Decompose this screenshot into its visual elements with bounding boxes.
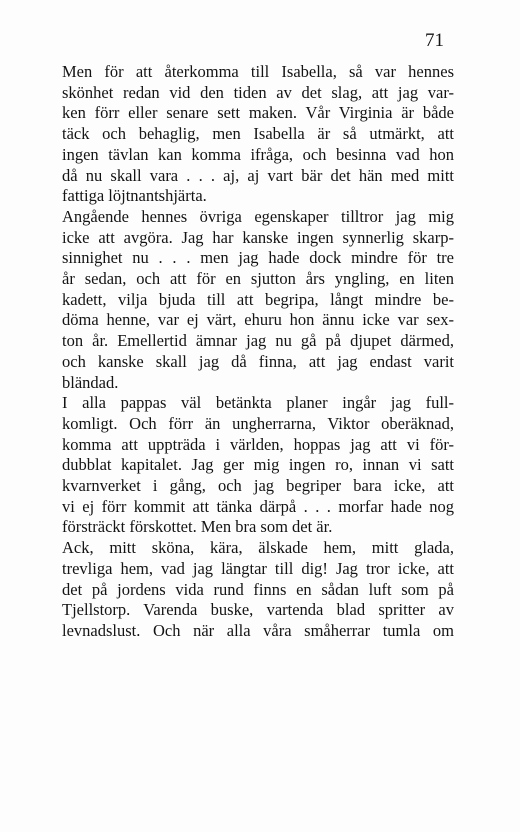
text-line: då nu skall vara . . . aj, aj vart bär det hän med mitt bbox=[62, 165, 454, 185]
text-line: bländad. bbox=[62, 372, 119, 392]
text-line: trevliga hem, vad jag längtar till dig! Jag tror icke, att bbox=[62, 558, 454, 578]
text-line: försträckt förskottet. Men bra som det är. bbox=[62, 517, 333, 537]
text-line: fattiga löjtnantshjärta. bbox=[62, 186, 207, 206]
page-number: 71 bbox=[425, 30, 444, 51]
body-text bbox=[62, 62, 454, 642]
text-line: vi ej förr kommit att tänka därpå . . . morfar hade nog bbox=[62, 496, 454, 516]
text-line: Angående hennes övriga egenskaper tilltror jag mig bbox=[62, 206, 454, 226]
text-line: sinnighet nu . . . men jag hade dock mindre för tre bbox=[62, 248, 454, 268]
text-line: Tjellstorp. Varenda buske, vartenda blad spritter av bbox=[62, 600, 454, 620]
text-line: döma henne, var ej värt, ehuru hon ännu icke var sex- bbox=[62, 310, 454, 330]
text-line: ton år. Emellertid ämnar jag nu gå på djupet därmed, bbox=[62, 331, 454, 351]
text-line: I alla pappas väl betänkta planer ingår jag full- bbox=[62, 393, 454, 413]
text-line: kadett, vilja bjuda till att begripa, långt mindre be- bbox=[62, 289, 454, 309]
text-line: Men för att återkomma till Isabella, så var hennes bbox=[62, 62, 454, 81]
text-line: skönhet redan vid den tiden av det slag, att jag var- bbox=[62, 82, 454, 102]
text-line: år sedan, och att för en sjutton års yngling, en liten bbox=[62, 269, 454, 289]
text-line: och kanske skall jag då finna, att jag endast varit bbox=[62, 351, 454, 371]
text-line: ken förr eller senare sett maken. Vår Virginia är både bbox=[62, 103, 454, 123]
text-line: icke att avgöra. Jag har kanske ingen synnerlig skarp- bbox=[62, 227, 454, 247]
text-line: dubblat kapitalet. Jag ger mig ingen ro, innan vi satt bbox=[62, 455, 454, 475]
text-line: komligt. Och förr än ungherrarna, Viktor oberäknad, bbox=[62, 413, 454, 433]
text-line: ingen tävlan kan komma ifråga, och besinna vad hon bbox=[62, 144, 454, 164]
text-line: det på jordens vida rund finns en sådan luft som på bbox=[62, 579, 454, 599]
text-line: kvarnverket i gång, och jag begriper bara icke, att bbox=[62, 476, 454, 496]
text-line: levnadslust. Och när alla våra småherrar tumla om bbox=[62, 620, 454, 640]
text-line: komma att uppträda i världen, hoppas jag att vi för- bbox=[62, 434, 454, 454]
text-line: Ack, mitt sköna, kära, älskade hem, mitt glada, bbox=[62, 538, 454, 558]
text-line: täck och behaglig, men Isabella är så utmärkt, att bbox=[62, 124, 454, 144]
